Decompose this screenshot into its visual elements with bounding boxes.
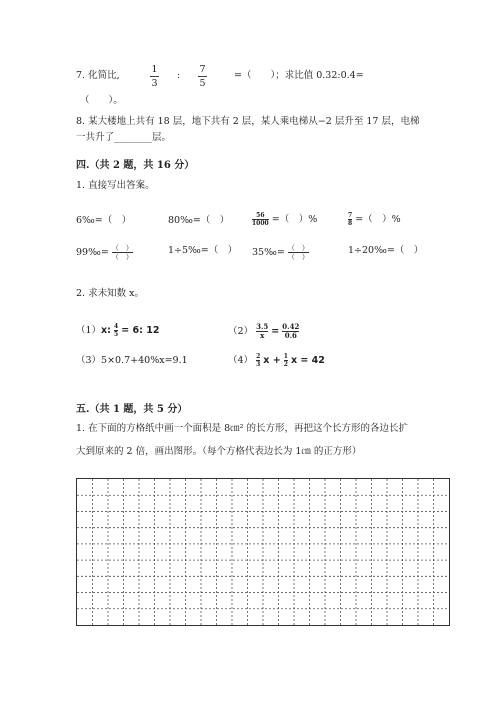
calc-1-3: [252, 212, 317, 227]
calc-1-4-rest: =（ ）%: [355, 214, 401, 225]
q7-fraction-2: [198, 64, 207, 89]
equation-1-rest: = 6: 12: [121, 325, 160, 336]
calc-1-4-fraction: [348, 212, 352, 227]
q7-fraction-1-numerator: 1: [151, 64, 158, 75]
q8-line-1: 8. 某大楼地上共有 18 层，地下共有 2 层，某人乘电梯从−2 层升至 17 层，电梯: [76, 116, 420, 127]
problem-2-title: 2. 求未知数 x。: [76, 288, 144, 299]
q7-colon: :: [177, 70, 181, 81]
section-4-heading: 四.（共 2 题，共 16 分）: [76, 160, 195, 171]
calc-2-4: 1÷20‰=（ ）: [348, 245, 424, 256]
q7-fraction-2-numerator: 7: [199, 64, 206, 75]
equation-4-fraction-1: [256, 353, 260, 368]
equation-1-fraction: [114, 323, 118, 338]
equation-2-numerator-2: 0.42: [282, 322, 300, 331]
equation-4-middle: x +: [263, 355, 281, 366]
calc-1-2: 80‰=（ ）: [168, 215, 230, 226]
equation-1-label: （1）: [76, 325, 102, 336]
equation-2-label: （2）: [228, 326, 254, 337]
equation-3: （3）5×0.7+40%x=9.1: [76, 355, 188, 366]
equation-4-rest: x = 42: [290, 355, 325, 366]
q7-fraction-2-denominator: 5: [199, 78, 206, 89]
q7-answer: （ ）。: [80, 95, 123, 106]
q7-middle: =（ ）；求比值 0.32:0.4=: [234, 70, 364, 81]
equation-1-numerator: 4: [114, 323, 119, 330]
equation-1-denominator: 5: [114, 331, 119, 338]
equation-2-denominator-1: x: [260, 331, 265, 340]
equation-4-numerator-1: 2: [256, 353, 261, 360]
calc-2-3-fraction: [288, 244, 309, 261]
grid-paper[interactable]: [76, 478, 450, 626]
calc-2-1: [76, 244, 133, 261]
equation-4-label: （4）: [228, 355, 254, 366]
equation-1: [76, 323, 159, 338]
equation-2-numerator-1: 3.5: [256, 322, 269, 331]
calc-1-1: 6‰=（ ）: [76, 215, 132, 226]
equation-4-denominator-2: 2: [283, 361, 288, 368]
calc-2-3-numerator: （ ）: [287, 244, 309, 252]
equation-4-fraction-2: [284, 353, 288, 368]
calc-2-1-label: 99‰=: [76, 247, 109, 258]
calc-1-4-denominator: 8: [348, 220, 353, 227]
calc-2-1-fraction: [112, 244, 133, 261]
equation-2-fraction-2: [282, 323, 299, 340]
calc-2-2: 1÷5‰=（ ）: [168, 245, 238, 256]
calc-1-3-rest: =（ ）%: [271, 214, 318, 225]
equation-1-x: x:: [101, 325, 111, 336]
q8-line-2: 一共升了________层。: [76, 132, 172, 143]
grid-lines: [77, 479, 449, 625]
section-5-heading: 五.（共 1 题，共 5 分）: [76, 404, 188, 415]
q7-fraction-1: [150, 64, 159, 89]
calc-2-1-denominator: （ ）: [111, 253, 133, 261]
q7-prefix: 7. 化简比,: [76, 70, 120, 81]
problem-1-title: 1. 直接写出答案。: [76, 180, 155, 191]
equation-2-fraction-1: [256, 323, 268, 340]
equation-4-numerator-2: 1: [283, 353, 288, 360]
calc-1-3-denominator: 1000: [252, 220, 269, 227]
q7-fraction-1-denominator: 3: [151, 78, 158, 89]
equation-2-denominator-2: 0.6: [284, 331, 297, 340]
problem-5-line-2: 大到原来的 2 倍，画出图形。（每个方格代表边长为 1㎝ 的正方形）: [76, 446, 362, 457]
calc-1-3-numerator: 56: [256, 212, 265, 219]
equation-2: [228, 323, 299, 340]
calc-2-3-denominator: （ ）: [287, 253, 309, 261]
calc-1-3-fraction: [252, 212, 269, 227]
equation-4: [228, 353, 325, 368]
calc-2-1-numerator: （ ）: [111, 244, 133, 252]
calc-1-4-numerator: 7: [348, 212, 353, 219]
calc-1-4: [348, 212, 401, 227]
equation-4-denominator-1: 3: [256, 361, 261, 368]
calc-2-3: [252, 244, 309, 261]
calc-2-3-label: 35‰=: [252, 247, 285, 258]
equation-2-equals: =: [271, 326, 280, 337]
problem-5-line-1: 1. 在下面的方格纸中画一个面积是 8㎝² 的长方形，再把这个长方形的各边长扩: [76, 423, 408, 434]
